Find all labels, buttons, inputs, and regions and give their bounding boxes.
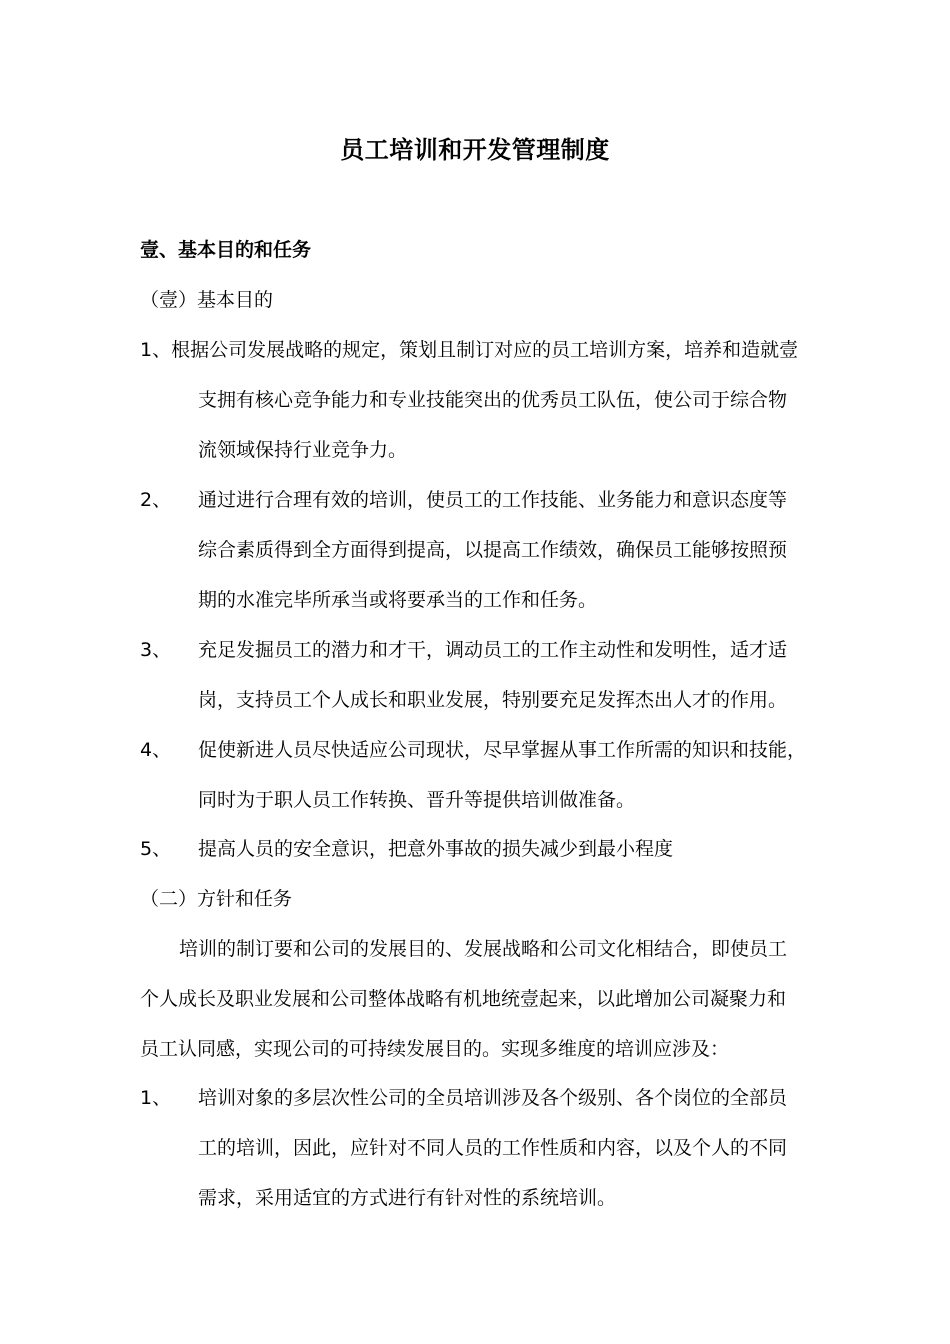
purpose-2-line-1: 通过进行合理有效的培训，使员工的工作技能、业务能力和意识态度等 <box>198 489 788 511</box>
purpose-2-number: 2、 <box>140 489 172 511</box>
purpose-1-line-1 <box>140 336 798 364</box>
list-text: 根据公司发展战略的规定，策划且制订对应的员工培训方案，培养和造就壹 <box>171 339 799 361</box>
subsection-heading: （二）方针和任务 <box>140 888 293 910</box>
document-title: 员工培训和开发管理制度 <box>340 136 610 164</box>
purpose-2-line-2: 综合素质得到全方面得到提高，以提高工作绩效，确保员工能够按照预 <box>198 539 788 561</box>
purpose-4-number: 4、 <box>140 739 172 761</box>
policy-line-2: 个人成长及职业发展和公司整体战略有机地统壹起来，以此增加公司凝聚力和 <box>140 988 787 1010</box>
purpose-1-line-2: 支拥有核心竞争能力和专业技能突出的优秀员工队伍，使公司于综合物 <box>198 389 788 411</box>
purpose-4-line-1: 促使新进人员尽快适应公司现状，尽早掌握从事工作所需的知识和技能， <box>198 739 807 761</box>
purpose-5-line-1: 提高人员的安全意识，把意外事故的损失减少到最小程度 <box>198 838 674 860</box>
purpose-2-line-3: 期的水准完毕所承当或将要承当的工作和任务。 <box>198 589 598 611</box>
task-1-line-2: 工的培训，因此，应针对不同人员的工作性质和内容，以及个人的不同 <box>198 1137 788 1159</box>
purpose-4-line-2: 同时为于职人员工作转换、晋升等提供培训做准备。 <box>198 789 636 811</box>
task-1-number: 1、 <box>140 1087 172 1109</box>
purpose-3-line-2: 岗，支持员工个人成长和职业发展，特别要充足发挥杰出人才的作用。 <box>198 689 788 711</box>
purpose-1-line-3: 流领域保持行业竞争力。 <box>198 439 408 461</box>
section-heading: 壹、基本目的和任务 <box>140 239 312 261</box>
policy-line-3: 员工认同感，实现公司的可持续发展目的。实现多维度的培训应涉及： <box>140 1038 730 1060</box>
policy-line-1: 培训的制订要和公司的发展目的、发展战略和公司文化相结合，即使员工 <box>179 938 788 960</box>
task-1-line-3: 需求，采用适宜的方式进行有针对性的系统培训。 <box>198 1187 617 1209</box>
purpose-3-line-1: 充足发掘员工的潜力和才干，调动员工的工作主动性和发明性，适才适 <box>198 639 788 661</box>
task-1-line-1: 培训对象的多层次性公司的全员培训涉及各个级别、各个岗位的全部员 <box>198 1087 788 1109</box>
list-number: 1、 <box>140 339 172 361</box>
subsection-heading: （壹）基本目的 <box>140 289 274 311</box>
purpose-3-number: 3、 <box>140 639 172 661</box>
purpose-5-number: 5、 <box>140 838 172 860</box>
